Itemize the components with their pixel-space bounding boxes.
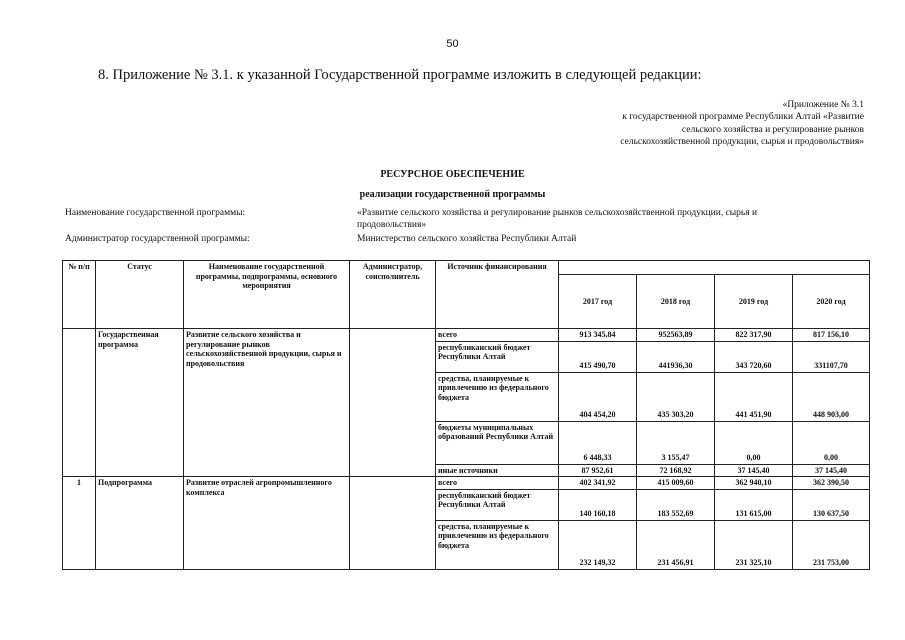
header-year: 2018 год — [637, 275, 715, 329]
row-value: 817 156,10 — [793, 329, 870, 342]
row-value: 72 168,92 — [637, 464, 715, 477]
row-source: бюджеты муниципальных образований Республики Алтай — [436, 421, 559, 464]
header-years-group — [559, 261, 870, 275]
row-value: 6 448,33 — [559, 421, 637, 464]
appendix-line: к государственной программе Республики Алтай «Развитие — [622, 112, 864, 123]
row-source: средства, планируемые к привлечению из федерального бюджета — [436, 372, 559, 421]
row-value: 37 145,40 — [793, 464, 870, 477]
row-value: 3 155,47 — [637, 421, 715, 464]
row-name: Развитие сельского хозяйства и регулирование рынков сельскохозяйственной продукции, сырья и продовольствия — [184, 329, 350, 477]
header-status: Статус — [96, 261, 184, 329]
row-value: 822 317,90 — [715, 329, 793, 342]
row-value: 435 303,20 — [637, 372, 715, 421]
appendix-line: сельского хозяйства и регулирование рынков — [681, 124, 864, 135]
row-value: 130 637,50 — [793, 489, 870, 520]
header-admin: Администратор, соисполнитель — [350, 261, 436, 329]
program-value: «Развитие сельского хозяйства и регулирование рынков сельскохозяйственной продукции, сырья и продовольствия» — [357, 208, 758, 230]
row-num — [63, 329, 96, 477]
row-value: 952563,89 — [637, 329, 715, 342]
row-value: 232 149,32 — [559, 520, 637, 569]
header-name: Наименование государственной программы, подпрограммы, основного мероприятия — [184, 261, 350, 329]
row-value: 404 454,20 — [559, 372, 637, 421]
row-value: 402 341,92 — [559, 477, 637, 490]
row-value: 331107,70 — [793, 341, 870, 372]
header-year: 2019 год — [715, 275, 793, 329]
row-value: 183 552,69 — [637, 489, 715, 520]
row-num: 1 — [63, 477, 96, 570]
row-value: 231 325,10 — [715, 520, 793, 569]
table-header — [63, 261, 870, 329]
table-row — [63, 477, 870, 490]
row-value: 37 145,40 — [715, 464, 793, 477]
row-value: 231 456,91 — [637, 520, 715, 569]
header-year: 2020 год — [793, 275, 870, 329]
header-num: № п/п — [63, 261, 96, 329]
row-value: 0,00 — [793, 421, 870, 464]
row-value: 131 615,00 — [715, 489, 793, 520]
row-value: 343 720,60 — [715, 341, 793, 372]
row-source: республиканский бюджет Республики Алтай — [436, 341, 559, 372]
row-name: Развитие отраслей агропромышленного комплекса — [184, 477, 350, 570]
row-value: 87 952,61 — [559, 464, 637, 477]
admin-label: Администратор государственной программы: — [65, 234, 250, 244]
row-value: 362 390,50 — [793, 477, 870, 490]
row-admin — [350, 329, 436, 477]
row-value: 231 753,00 — [793, 520, 870, 569]
page-number: 50 — [446, 38, 459, 50]
appendix-line: «Приложение № 3.1 — [782, 100, 864, 110]
row-value: 140 160,18 — [559, 489, 637, 520]
program-label: Наименование государственной программы: — [65, 208, 246, 218]
row-value: 913 345,84 — [559, 329, 637, 342]
row-value: 415 009,60 — [637, 477, 715, 490]
resource-table — [62, 260, 870, 570]
table-row — [63, 329, 870, 342]
row-source: республиканский бюджет Республики Алтай — [436, 489, 559, 520]
row-source: иные источники — [436, 464, 559, 477]
row-value: 362 940,10 — [715, 477, 793, 490]
row-status: Подпрограмма — [96, 477, 184, 570]
row-admin — [350, 477, 436, 570]
admin-value: Министерство сельского хозяйства Республики Алтай — [357, 234, 577, 244]
header-source: Источник финансирования — [436, 261, 559, 329]
row-value: 448 903,00 — [793, 372, 870, 421]
row-source: всего — [436, 477, 559, 490]
row-value: 415 490,70 — [559, 341, 637, 372]
row-source: средства, планируемые к привлечению из федерального бюджета — [436, 520, 559, 569]
row-value: 0,00 — [715, 421, 793, 464]
intro-text: 8. Приложение № 3.1. к указанной Государственной программе изложить в следующей редакции: — [98, 67, 702, 83]
row-value: 441936,30 — [637, 341, 715, 372]
document-subtitle: реализации государственной программы — [359, 189, 546, 200]
row-status: Государственная программа — [96, 329, 184, 477]
row-source: всего — [436, 329, 559, 342]
appendix-line: сельскохозяйственной продукции, сырья и продовольствия» — [620, 136, 864, 147]
document-title: РЕСУРСНОЕ ОБЕСПЕЧЕНИЕ — [380, 169, 525, 180]
appendix-reference — [534, 99, 864, 148]
header-year: 2017 год — [559, 275, 637, 329]
row-value: 441 451,90 — [715, 372, 793, 421]
